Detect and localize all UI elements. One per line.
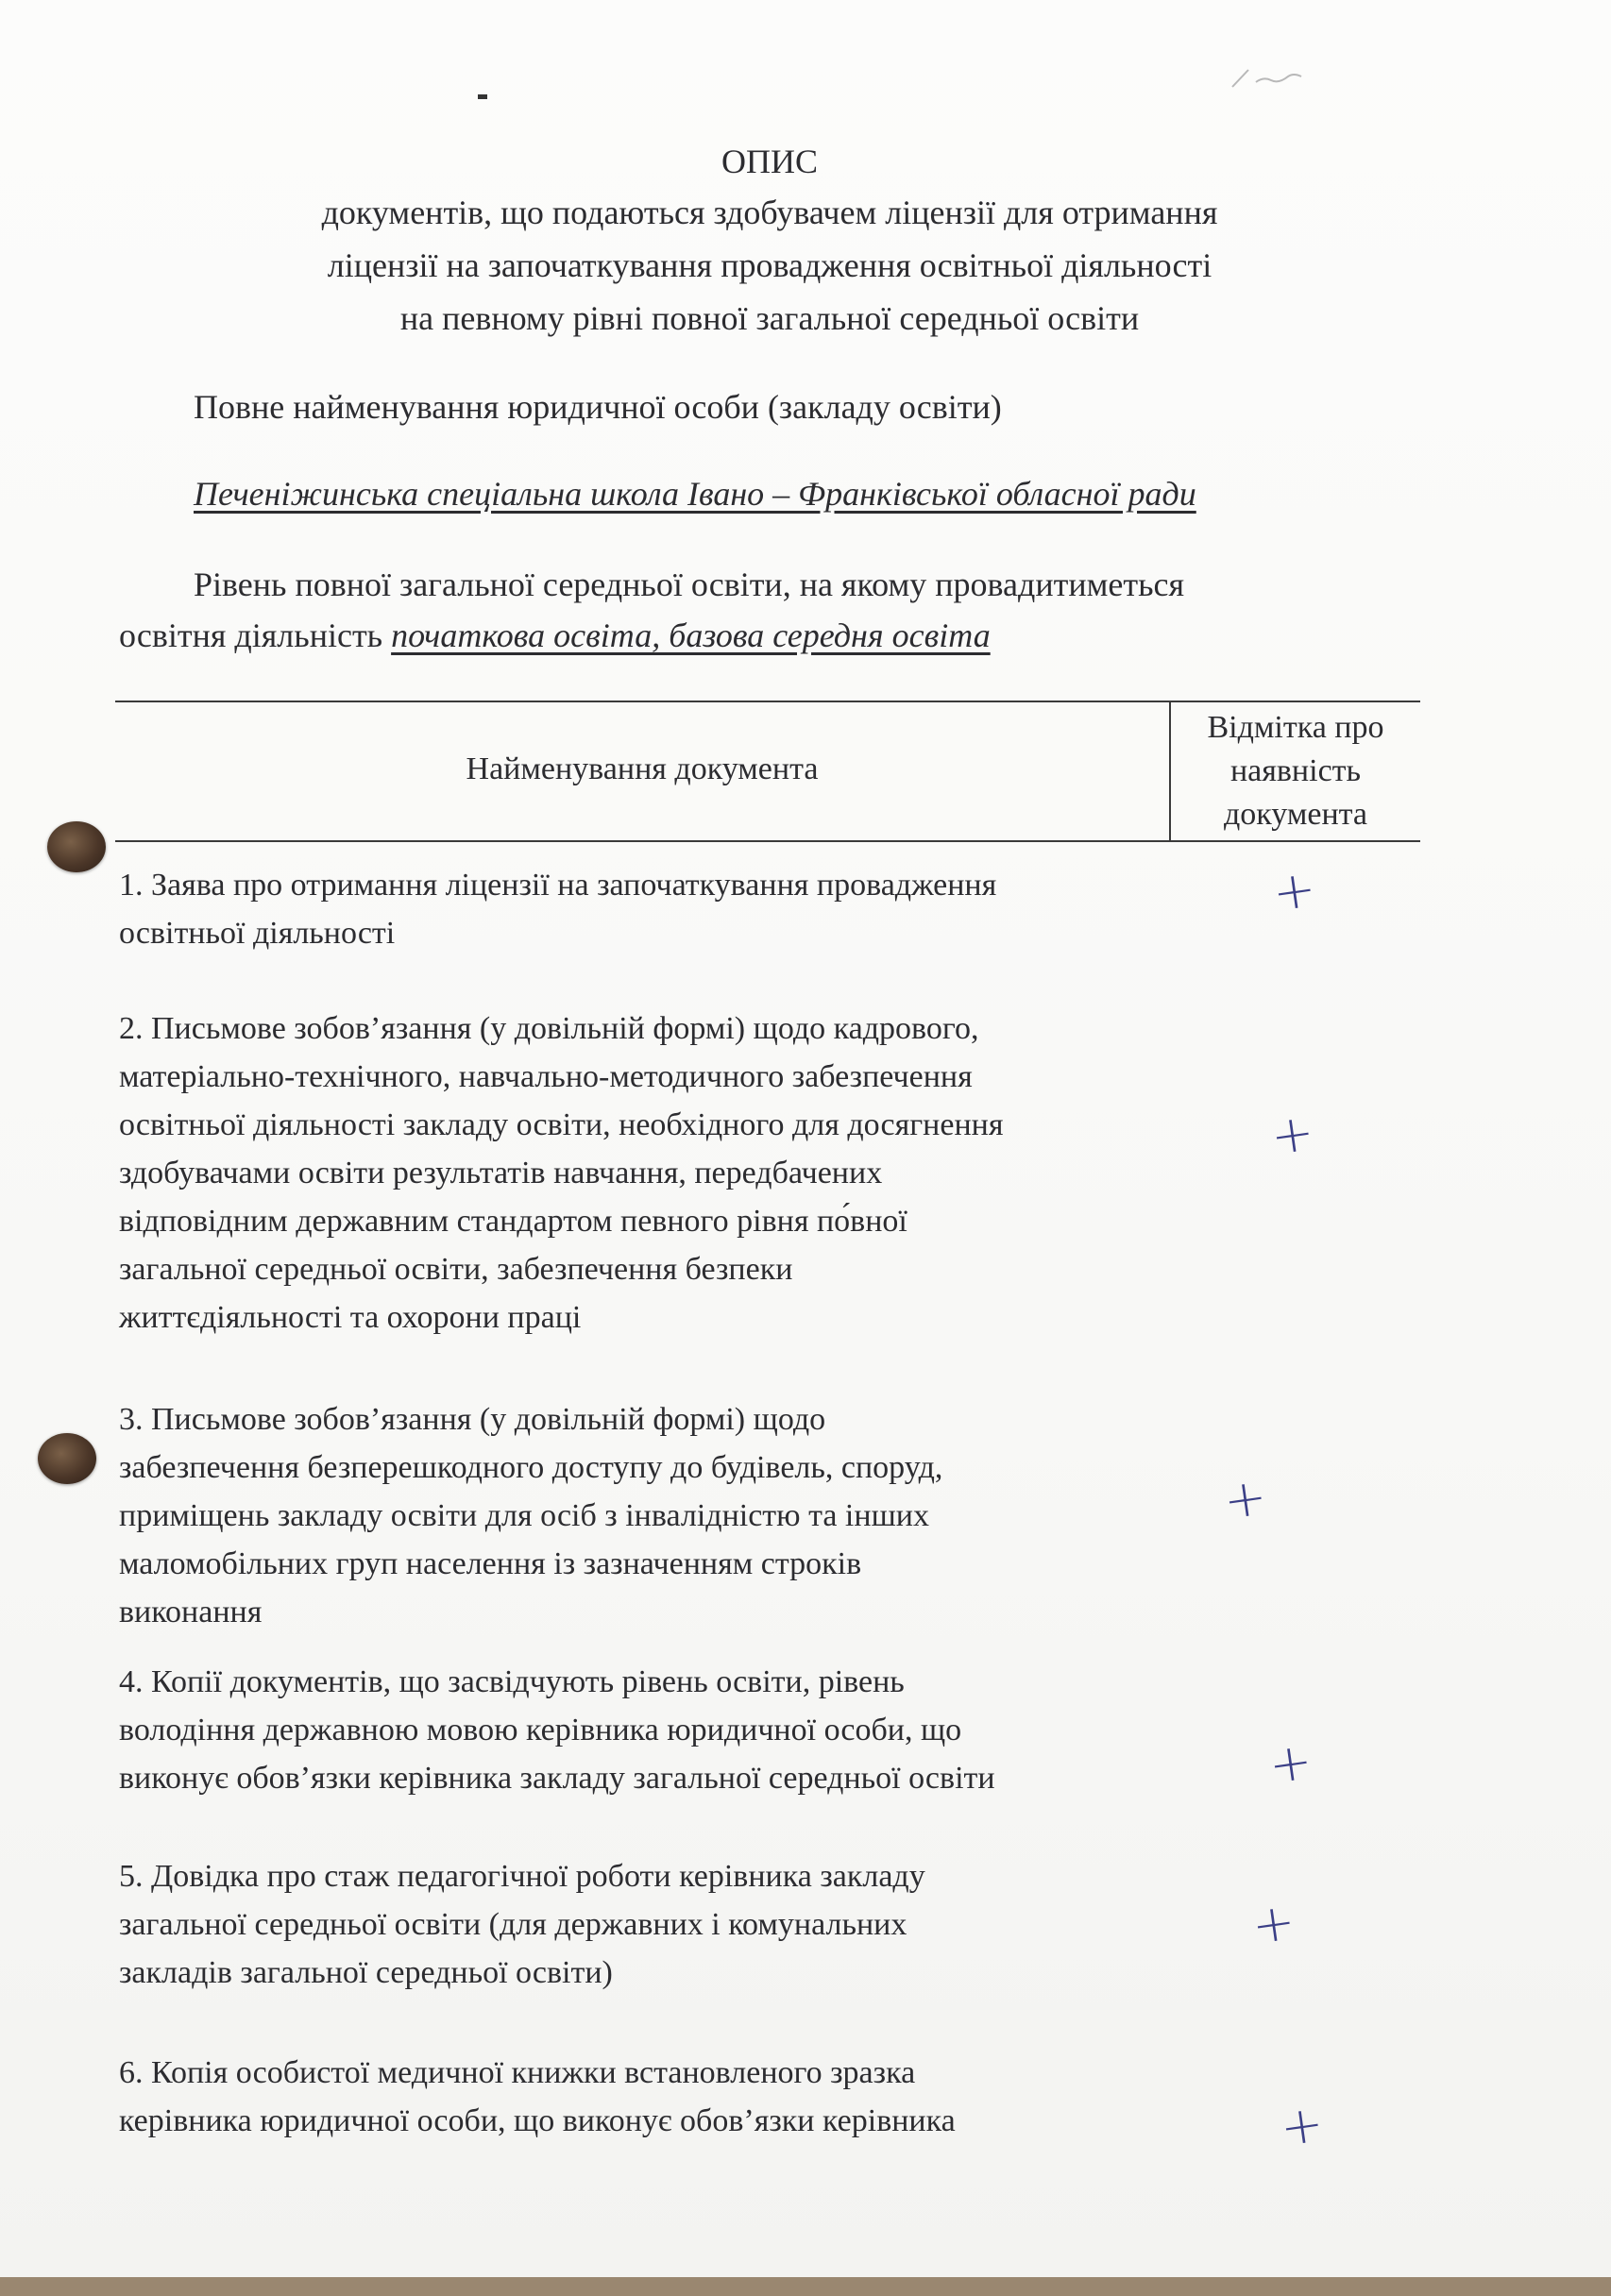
level-value: початкова освіта, базова середня освіта: [391, 616, 991, 654]
checkmark-plus: +: [1247, 1891, 1299, 1956]
table-top-rule: [115, 701, 1420, 702]
document-item: [119, 2049, 956, 2145]
table-header-rule: [115, 840, 1420, 842]
level-line-continued: [119, 616, 991, 655]
item-line: 5. Довідка про стаж педагогічної роботи керівника закладу: [119, 1859, 925, 1894]
item-line: забезпечення безперешкодного доступу до будівель, споруд,: [119, 1450, 943, 1485]
item-line: закладів загальної середньої освіти): [119, 1955, 613, 1990]
subtitle-line-2: ліцензії на започаткування провадження освітньої діяльності: [327, 246, 1212, 284]
item-line: відповідним державним стандартом певного рівня по́вної: [119, 1204, 907, 1239]
document-item: [119, 1658, 995, 1802]
document-item: [119, 861, 996, 957]
item-line: володіння державною мовою керівника юридичної особи, що: [119, 1713, 962, 1747]
item-line: матеріально-технічного, навчально-методичного забезпечення: [119, 1059, 973, 1094]
stray-mark: [478, 94, 487, 99]
item-line: 4. Копії документів, що засвідчують рівень освіти, рівень: [119, 1664, 905, 1699]
item-line: освітньої діяльності: [119, 916, 396, 951]
column-header-document: Найменування документа: [466, 751, 819, 786]
level-prefix: освітня діяльність: [119, 616, 392, 654]
item-line: загальної середньої освіти, забезпечення безпеки: [119, 1252, 793, 1287]
item-line: виконання: [119, 1595, 263, 1629]
punch-hole: [38, 1433, 96, 1484]
column-header-mark-line: документа: [1223, 797, 1368, 832]
item-line: 1. Заява про отримання ліцензії на започаткування провадження: [119, 868, 997, 903]
checkmark-plus: +: [1268, 858, 1320, 923]
entity-label: Повне найменування юридичної особи (закладу освіти): [194, 388, 1002, 426]
subtitle-line-3: на певному рівні повної загальної середньої освіти: [399, 299, 1140, 337]
document-item: [119, 1004, 1004, 1342]
item-line: керівника юридичної особи, що виконує обов’язки керівника: [119, 2103, 956, 2138]
item-line: приміщень закладу освіти для осіб з інвалідністю та інших: [119, 1498, 929, 1533]
document-item: [119, 1852, 925, 1997]
column-header-mark: [1171, 706, 1420, 836]
item-line: освітньої діяльності закладу освіти, необхідного для досягнення: [119, 1107, 1004, 1142]
item-line: виконує обов’язки керівника закладу загальної середньої освіти: [119, 1761, 995, 1796]
subtitle-line-1: документів, що подаються здобувачем ліцензії для отримання: [321, 194, 1218, 231]
punch-hole: [47, 821, 106, 872]
entity-name: Печеніжинська спеціальна школа Івано – Франківської обласної ради: [194, 475, 1196, 513]
item-line: 2. Письмове зобов’язання (у довільній формі) щодо кадрового,: [119, 1011, 979, 1046]
item-line: здобувачами освіти результатів навчання, передбачених: [119, 1156, 883, 1190]
document-title: ОПИС: [721, 143, 818, 180]
item-line: маломобільних груп населення із зазначенням строків: [119, 1546, 862, 1581]
checkmark-plus: +: [1276, 2093, 1328, 2158]
item-line: життєдіяльності та охорони праці: [119, 1300, 582, 1335]
item-line: загальної середньої освіти (для державних і комунальних: [119, 1907, 907, 1942]
checkmark-plus: +: [1266, 1102, 1318, 1167]
checkmark-plus: +: [1264, 1730, 1316, 1796]
column-header-mark-line: наявність: [1229, 753, 1362, 788]
item-line: 6. Копія особистої медичної книжки встановленого зразка: [119, 2055, 916, 2090]
pencil-scribble: [1228, 59, 1313, 96]
column-header-mark-line: Відмітка про: [1207, 710, 1384, 745]
item-line: 3. Письмове зобов’язання (у довільній формі) щодо: [119, 1402, 826, 1437]
document-item: [119, 1395, 942, 1636]
checkmark-plus: +: [1219, 1466, 1271, 1531]
level-line: Рівень повної загальної середньої освіти, на якому провадитиметься: [194, 566, 1185, 603]
